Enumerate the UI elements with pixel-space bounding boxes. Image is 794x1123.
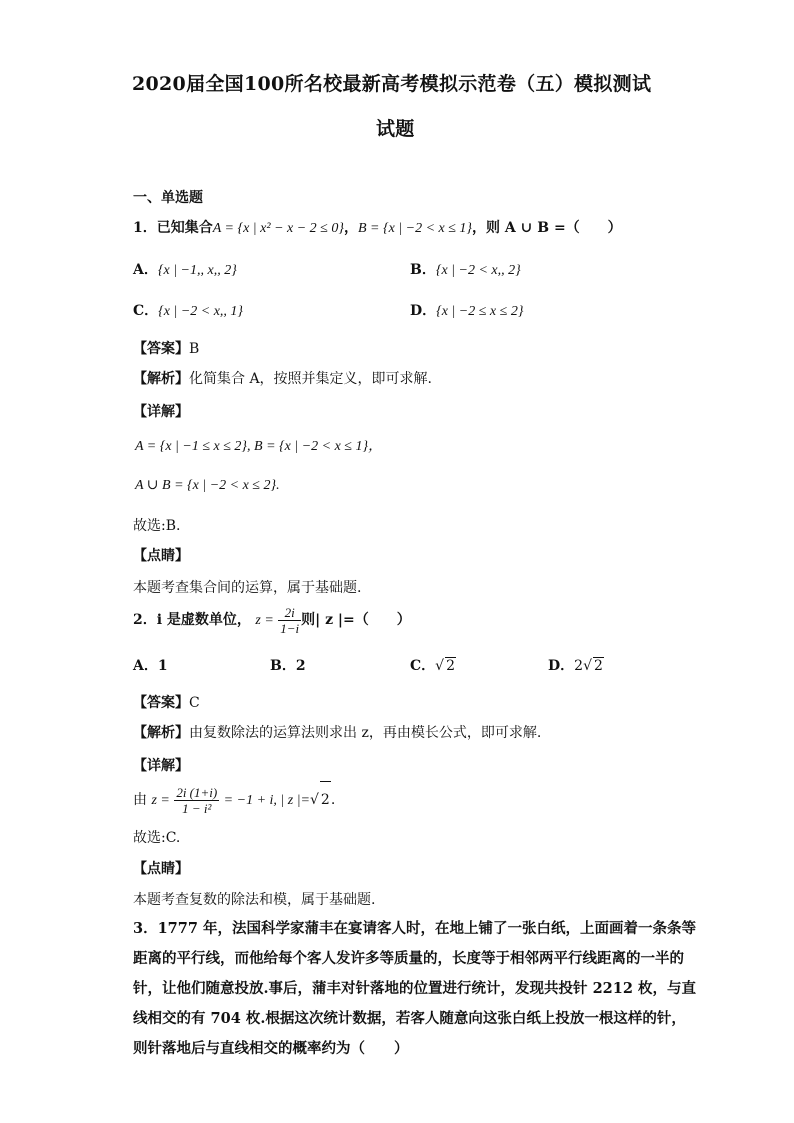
q2-stem — [133, 603, 411, 638]
detail-tail: = −1 + i, | z |= — [223, 793, 310, 808]
page-title-line2: 试题 — [376, 118, 415, 140]
analysis-text: 由复数除法的运算法则求出 z，再由模长公式，即可求解. — [189, 725, 542, 741]
q3-line: 则针落地后与直线相交的概率约为（ ） — [133, 1040, 409, 1057]
option-label: A． — [133, 262, 158, 278]
option-text: {x | −2 < x,, 1} — [158, 304, 244, 319]
option-text: {x | −1,, x,, 2} — [157, 263, 237, 278]
section-heading: 一、单选题 — [133, 190, 203, 206]
q1-option-c — [133, 300, 243, 320]
q1-option-b — [410, 259, 521, 279]
q1-option-a — [133, 259, 237, 279]
q2-option-d — [548, 655, 604, 675]
answer-value: B — [189, 341, 200, 357]
q2-z: z = — [255, 613, 274, 628]
q3-stem — [133, 914, 696, 1064]
q3-line: 针，让他们随意投放.事后，蒲丰对针落地的位置进行统计，发现共投针 2212 枚，与直 — [133, 980, 696, 997]
analysis-text: 化简集合 A，按照并集定义，即可求解. — [189, 371, 433, 387]
analysis-tag: 【解析】 — [133, 371, 189, 387]
radicand: 2 — [320, 781, 331, 818]
q1-stem-mid: ， — [343, 220, 358, 236]
q1-analysis — [133, 368, 432, 388]
answer-value: C — [189, 695, 200, 711]
analysis-tag: 【解析】 — [133, 725, 189, 741]
q3-line: 距离的平行线，而他给每个客人发许多等质量的，长度等于相邻两平行线距离的一半的 — [133, 950, 684, 967]
detail-prefix: 由 — [133, 792, 147, 808]
option-text: {x | −2 ≤ x ≤ 2} — [436, 304, 524, 319]
q2-detail — [133, 781, 335, 819]
option-text: {x | −2 < x,, 2} — [435, 263, 521, 278]
q1-choose: 故选:B. — [133, 518, 181, 534]
q1-detail-tag: 【详解】 — [133, 404, 189, 420]
answer-tag: 【答案】 — [133, 341, 189, 357]
coefficient: 2 — [574, 658, 584, 674]
q1-stem-prefix: 1．已知集合 — [133, 220, 213, 236]
fraction-denominator: 1−i — [280, 620, 300, 636]
sqrt-icon: √ — [310, 792, 319, 808]
q1-option-d — [410, 300, 523, 320]
q1-set-b: B = {x | −2 < x ≤ 1} — [357, 221, 473, 236]
q3-line: 3．1777 年，法国科学家蒲丰在宴请客人时，在地上铺了一张白纸，上面画着一条条等 — [133, 920, 696, 937]
page-title: 2020届全国100所名校最新高考模拟示范卷（五）模拟测试 — [132, 73, 652, 95]
q1-comment-tag: 【点睛】 — [133, 548, 189, 564]
fraction-numerator: 2i — [278, 605, 301, 621]
option-label: C． — [133, 303, 159, 319]
q1-comment: 本题考查集合间的运算，属于基础题. — [133, 580, 362, 596]
q1-detail-line1: A = {x | −1 ≤ x ≤ 2}, B = {x | −2 < x ≤ 1}， — [135, 439, 383, 454]
q1-stem — [133, 217, 622, 237]
fraction-numerator: 2i (1+i) — [176, 784, 218, 800]
radicand: 2 — [446, 658, 455, 674]
q2-comment: 本题考查复数的除法和模，属于基础题. — [133, 892, 376, 908]
option-label: C． — [410, 658, 436, 674]
q1-set-a: A = {x | x² − x − 2 ≤ 0} — [212, 221, 344, 236]
q2-detail-tag: 【详解】 — [133, 758, 189, 774]
q2-option-b: B．2 — [270, 658, 306, 674]
answer-tag: 【答案】 — [133, 695, 189, 711]
q2-choose: 故选:C. — [133, 830, 181, 846]
q3-line: 线相交的有 704 枚.根据这次统计数据，若客人随意向这张白纸上投放一根这样的针， — [133, 1010, 686, 1027]
radicand: 2 — [593, 658, 603, 674]
sqrt-icon: √ — [583, 658, 592, 674]
q1-detail-line2: A ∪ B = {x | −2 < x ≤ 2}. — [135, 478, 280, 493]
q2-stem-prefix: 2．i 是虚数单位， — [133, 612, 251, 628]
q2-comment-tag: 【点睛】 — [133, 861, 189, 877]
q2-detail-fraction — [174, 785, 219, 816]
q2-option-c — [410, 655, 456, 675]
q2-answer — [133, 692, 200, 712]
option-label: D． — [548, 658, 575, 674]
detail-end: . — [330, 792, 336, 808]
q2-stem-tail: 则| z |=（ ） — [301, 612, 411, 628]
detail-z: z = — [151, 793, 170, 808]
q2-option-a: A．1 — [133, 658, 168, 674]
sqrt-icon: √ — [435, 658, 445, 674]
q1-answer — [133, 338, 199, 358]
q2-analysis — [133, 722, 541, 742]
q1-stem-tail: ，则 A ∪ B =（ ） — [472, 220, 622, 236]
q2-fraction — [278, 605, 301, 636]
option-label: D． — [410, 303, 437, 319]
option-label: B． — [410, 262, 436, 278]
fraction-denominator: 1 − i² — [182, 800, 212, 816]
